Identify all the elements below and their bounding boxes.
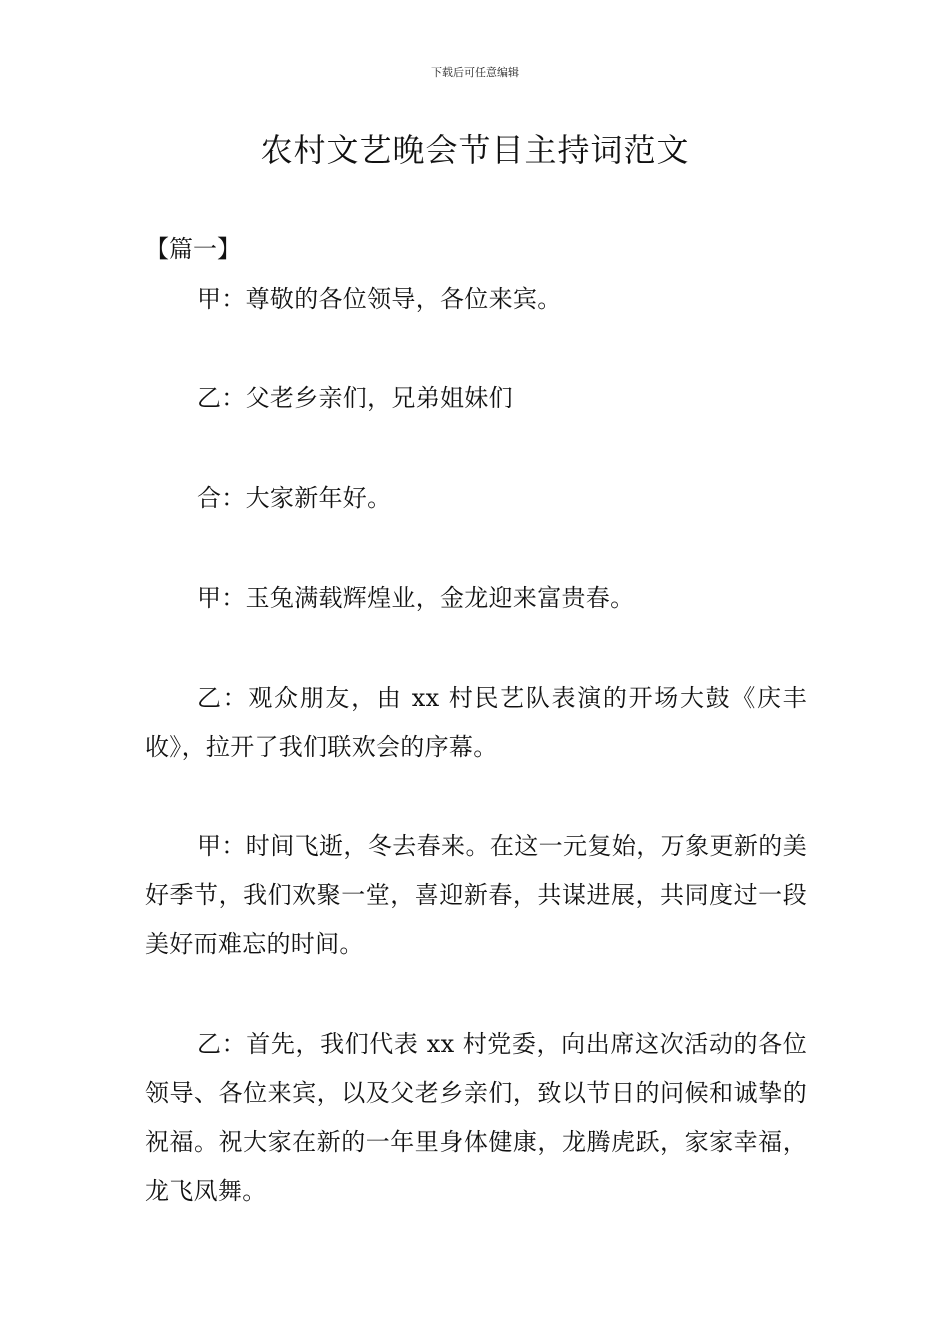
paragraph: 甲：时间飞逝，冬去春来。在这一元复始，万象更新的美好季节，我们欢聚一堂，喜迎新春，共谋进展，共同度过一段美好而难忘的时间。	[145, 832, 807, 958]
paragraph: 甲：玉兔满载辉煌业，金龙迎来富贵春。	[197, 584, 635, 612]
document-title: 农村文艺晚会节目主持词范文	[260, 131, 690, 169]
section-label: 【篇一】	[145, 235, 241, 263]
page-header-note: 下载后可任意编辑	[431, 66, 519, 79]
paragraph: 甲：尊敬的各位领导，各位来宾。	[197, 285, 562, 313]
paragraph: 合：大家新年好。	[197, 484, 392, 512]
paragraph: 乙：首先，我们代表 xx 村党委，向出席这次活动的各位领导、各位来宾，以及父老乡亲们，致以节日的问候和诚挚的祝福。祝大家在新的一年里身体健康，龙腾虎跃，家家幸福，龙飞凤舞。	[145, 1030, 807, 1205]
paragraph: 乙：观众朋友，由 xx 村民艺队表演的开场大鼓《庆丰收》，拉开了我们联欢会的序幕。	[145, 684, 807, 761]
paragraph: 乙：父老乡亲们，兄弟姐妹们	[197, 384, 513, 412]
